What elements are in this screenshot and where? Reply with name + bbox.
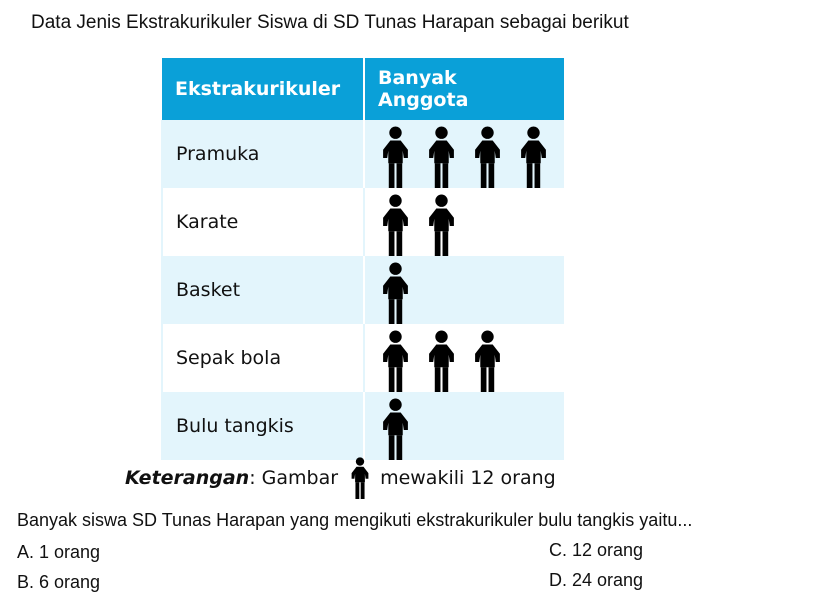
legend xyxy=(125,458,556,498)
row-label: Sepak bola xyxy=(162,324,364,392)
option-c[interactable]: C. 12 orang xyxy=(549,540,644,560)
intro-text: Data Jenis Ekstrakurikuler Siswa di SD Tunas Harapan sebagai berikut xyxy=(31,12,629,33)
row-icons xyxy=(364,188,564,256)
row-label: Karate xyxy=(162,188,364,256)
legend-colon: : xyxy=(249,467,256,489)
pictograph-table xyxy=(161,58,565,460)
row-icons xyxy=(364,324,564,392)
header-banyak-anggota: Banyak Anggota xyxy=(364,58,564,120)
legend-before-text: Gambar xyxy=(261,467,339,489)
row-label: Basket xyxy=(162,256,364,324)
person-icon xyxy=(381,262,410,324)
person-icon xyxy=(381,194,410,256)
header-ekstrakurikuler: Ekstrakurikuler xyxy=(162,58,364,120)
person-icon xyxy=(519,126,548,188)
row-icons xyxy=(364,256,564,324)
row-label: Pramuka xyxy=(162,120,364,188)
row-icons xyxy=(364,120,564,188)
table-row xyxy=(162,392,564,460)
table-row xyxy=(162,324,564,392)
option-d[interactable]: D. 24 orang xyxy=(549,570,644,590)
legend-label: Keterangan xyxy=(125,467,250,489)
option-a[interactable]: A. 1 orang xyxy=(17,542,101,562)
row-icons xyxy=(364,392,564,460)
table-row xyxy=(162,188,564,256)
table-header-row xyxy=(162,58,564,120)
option-b[interactable]: B. 6 orang xyxy=(17,572,101,592)
person-icon xyxy=(381,330,410,392)
person-icon xyxy=(350,457,370,499)
person-icon xyxy=(381,126,410,188)
person-icon xyxy=(473,126,502,188)
table-body xyxy=(162,120,564,460)
table-row xyxy=(162,256,564,324)
table-row xyxy=(162,120,564,188)
person-icon xyxy=(473,330,502,392)
legend-after-text: mewakili 12 orang xyxy=(380,467,556,489)
person-icon xyxy=(427,126,456,188)
person-icon xyxy=(381,398,410,460)
person-icon xyxy=(427,330,456,392)
question-text: Banyak siswa SD Tunas Harapan yang mengikuti ekstrakurikuler bulu tangkis yaitu... xyxy=(17,510,693,530)
person-icon xyxy=(427,194,456,256)
row-label: Bulu tangkis xyxy=(162,392,364,460)
